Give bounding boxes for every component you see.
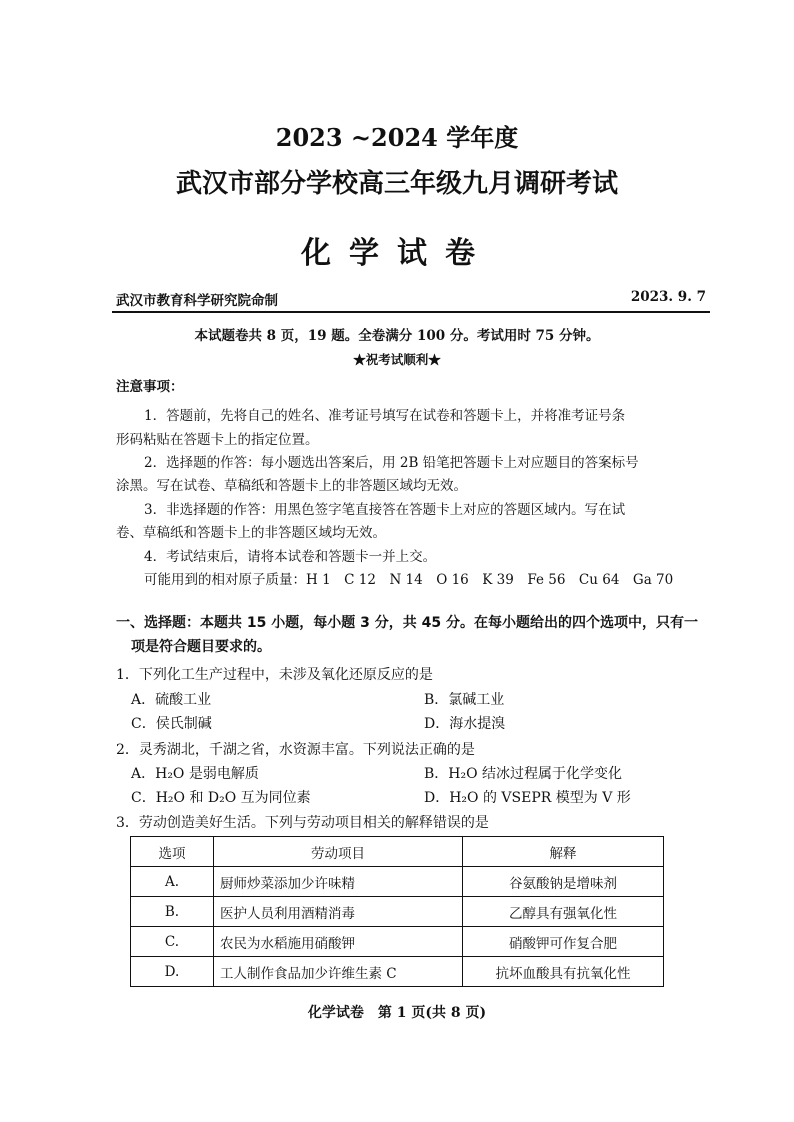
note-2b: 涂黑。写在试卷、草稿纸和答题卡上的非答题区域均无效。 (116, 478, 467, 494)
good-luck: ★祝考试顺利★ (353, 352, 441, 367)
q1-stem: 1．下列化工生产过程中，未涉及氧化还原反应的是 (116, 667, 433, 683)
q3-table (130, 836, 664, 987)
q2-option-c: C．H₂O 和 D₂O 互为同位素 (131, 790, 311, 806)
row-labor-item: 工人制作食品加少许维生素 C (214, 957, 463, 987)
note-1b: 形码粘贴在答题卡上的指定位置。 (116, 432, 319, 448)
row-labor-item: 厨师炒菜添加少许味精 (214, 867, 463, 897)
exam-name: 武汉市部分学校高三年级九月调研考试 (175, 169, 618, 199)
issuer: 武汉市教育科学研究院命制 (116, 293, 278, 309)
page-footer: 化学试卷 第 1 页(共 8 页) (307, 1005, 487, 1021)
note-2a: 2．选择题的作答：每小题选出答案后，用 2B 铅笔把答题卡上对应题目的答案标号 (144, 455, 639, 471)
row-explanation: 硝酸钾可作复合肥 (463, 927, 664, 957)
table-row (131, 957, 664, 987)
section1-line1: 一、选择题：本题共 15 小题，每小题 3 分，共 45 分。在每小题给出的四个选项中，只有一 (116, 615, 698, 631)
table-row (131, 897, 664, 927)
row-option: A. (131, 867, 214, 897)
exam-summary: 本试题卷共 8 页，19 题。全卷满分 100 分。考试用时 75 分钟。 (194, 328, 600, 344)
note-3a: 3．非选择题的作答：用黑色签字笔直接答在答题卡上对应的答题区域内。写在试 (144, 502, 626, 518)
subject-title: 化学试卷 (301, 236, 493, 271)
q1-option-b: B．氯碱工业 (424, 692, 505, 708)
q1-option-a: A．硫酸工业 (131, 692, 212, 708)
header-rule (112, 311, 710, 313)
row-option: D. (131, 957, 214, 987)
notes-heading: 注意事项： (116, 379, 184, 395)
year-title: 2023 ~2024 学年度 (275, 123, 519, 152)
q2-option-a: A．H₂O 是弱电解质 (131, 766, 259, 782)
header-labor-item: 劳动项目 (214, 837, 463, 867)
atomic-masses: 可能用到的相对原子质量：H 1 C 12 N 14 O 16 K 39 Fe 56 Cu 64 Ga 70 (144, 572, 674, 588)
row-option: C. (131, 927, 214, 957)
header-explanation: 解释 (463, 837, 664, 867)
row-labor-item: 农民为水稻施用硝酸钾 (214, 927, 463, 957)
q3-stem: 3．劳动创造美好生活。下列与劳动项目相关的解释错误的是 (116, 815, 489, 831)
row-option: B. (131, 897, 214, 927)
q2-option-b: B．H₂O 结冰过程属于化学变化 (424, 766, 623, 782)
table-row (131, 927, 664, 957)
note-1a: 1．答题前，先将自己的姓名、准考证号填写在试卷和答题卡上，并将准考证号条 (144, 408, 626, 424)
table-row (131, 867, 664, 897)
q2-option-d: D．H₂O 的 VSEPR 模型为 V 形 (424, 790, 631, 806)
note-3b: 卷、草稿纸和答题卡上的非答题区域均无效。 (116, 525, 386, 541)
q1-option-c: C．侯氏制碱 (131, 716, 212, 732)
q2-stem: 2．灵秀湖北，千湖之省，水资源丰富。下列说法正确的是 (116, 742, 475, 758)
q1-option-d: D．海水提溴 (424, 716, 506, 732)
row-explanation: 乙醇具有强氧化性 (463, 897, 664, 927)
header-option: 选项 (131, 837, 214, 867)
row-labor-item: 医护人员利用酒精消毒 (214, 897, 463, 927)
row-explanation: 抗坏血酸具有抗氧化性 (463, 957, 664, 987)
row-explanation: 谷氨酸钠是增味剂 (463, 867, 664, 897)
section1-line2: 项是符合题目要求的。 (131, 639, 271, 655)
exam-date: 2023. 9. 7 (630, 289, 706, 305)
table-header-row (131, 837, 664, 867)
note-4: 4．考试结束后，请将本试卷和答题卡一并上交。 (144, 549, 437, 565)
